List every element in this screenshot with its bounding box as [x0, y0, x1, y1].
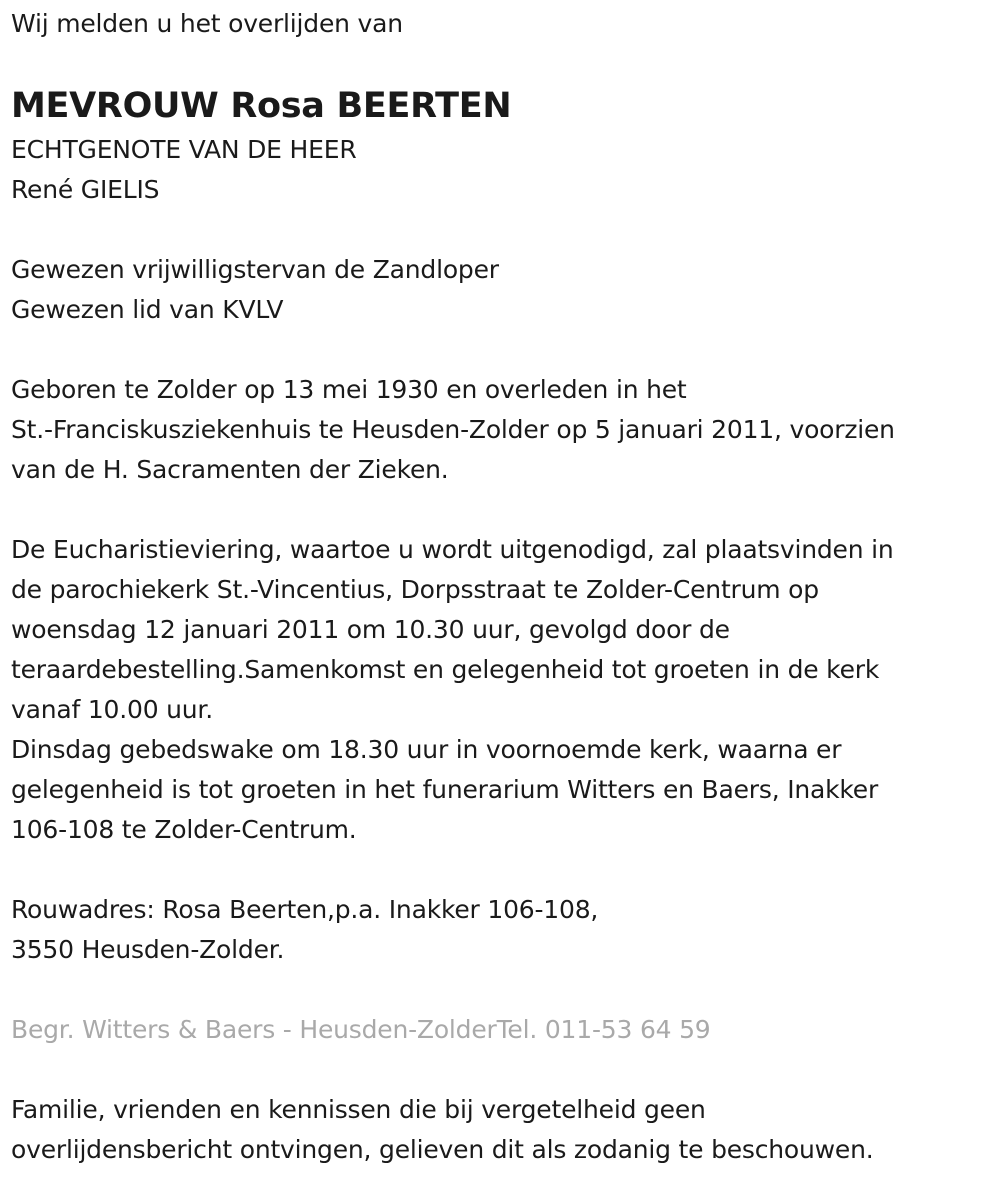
ceremony-line: De Eucharistieviering, waartoe u wordt uitgenodigd, zal plaatsvinden in — [11, 535, 894, 564]
closing-block — [11, 1090, 991, 1170]
affiliation-line: Gewezen lid van KVLV — [11, 295, 284, 324]
obituary-document — [11, 4, 991, 1170]
ceremony-line: de parochiekerk St.-Vincentius, Dorpsstraat te Zolder-Centrum op — [11, 575, 819, 604]
deceased-name: MEVROUW Rosa BEERTEN — [11, 86, 512, 126]
spacer — [11, 490, 991, 530]
spacer — [11, 850, 991, 890]
spacer — [11, 1050, 991, 1090]
address-line: 3550 Heusden-Zolder. — [11, 935, 285, 964]
ceremony-line: woensdag 12 januari 2011 om 10.30 uur, gevolgd door de — [11, 615, 730, 644]
closing-line: overlijdensbericht ontvingen, gelieven dit als zodanig te beschouwen. — [11, 1135, 874, 1164]
ceremony-line: teraardebestelling.Samenkomst en gelegenheid tot groeten in de kerk — [11, 655, 880, 684]
address-line: Rouwadres: Rosa Beerten,p.a. Inakker 106-108, — [11, 895, 599, 924]
ceremony-line: gelegenheid is tot groeten in het funerarium Witters en Baers, Inakker — [11, 775, 879, 804]
funeral-home-contact: Begr. Witters & Baers - Heusden-ZolderTel. 011-53 64 59 — [11, 1015, 711, 1044]
birth-death-line: van de H. Sacramenten der Zieken. — [11, 455, 449, 484]
ceremony-line: Dinsdag gebedswake om 18.30 uur in voornoemde kerk, waarna er — [11, 735, 842, 764]
ceremony-line: 106-108 te Zolder-Centrum. — [11, 815, 357, 844]
affiliations-block — [11, 250, 991, 330]
address-block — [11, 890, 991, 970]
spacer — [11, 210, 991, 250]
spouse-name: René GIELIS — [11, 175, 160, 204]
affiliation-line: Gewezen vrijwilligstervan de Zandloper — [11, 255, 499, 284]
closing-line: Familie, vrienden en kennissen die bij vergetelheid geen — [11, 1095, 706, 1124]
ceremony-block — [11, 530, 991, 850]
ceremony-line: vanaf 10.00 uur. — [11, 695, 213, 724]
birth-death-block — [11, 370, 991, 490]
birth-death-line: St.-Franciskusziekenhuis te Heusden-Zolder op 5 januari 2011, voorzien — [11, 415, 895, 444]
spacer — [11, 970, 991, 1010]
birth-death-line: Geboren te Zolder op 13 mei 1930 en overleden in het — [11, 375, 687, 404]
relation-text: ECHTGENOTE VAN DE HEER — [11, 135, 357, 164]
intro-text: Wij melden u het overlijden van — [11, 9, 403, 38]
spacer — [11, 330, 991, 370]
